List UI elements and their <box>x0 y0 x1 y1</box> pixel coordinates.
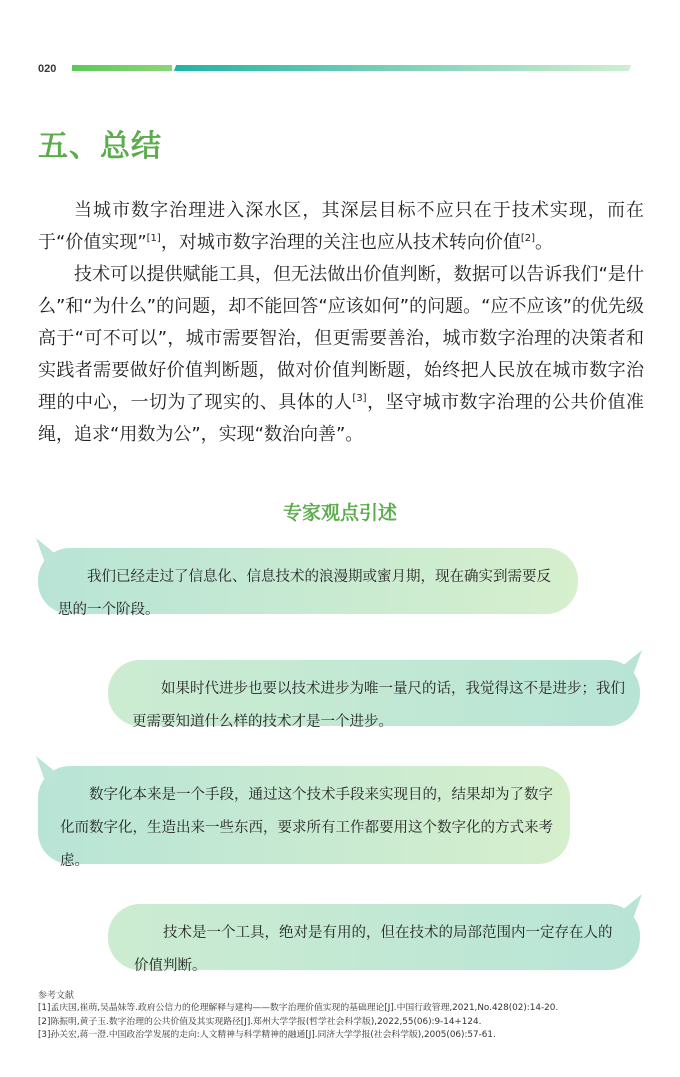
quote-text: 技术是一个工具，绝对是有用的，但在技术的局部范围内一定存在人的价值判断。 <box>134 925 613 974</box>
paragraph-text: 。 <box>535 232 553 253</box>
citation-marker: [2] <box>520 233 535 244</box>
paragraph-text: ，坚守城市数字治理的公共价值准绳，追求“用数为公”，实现“数治向善”。 <box>38 392 645 445</box>
header-accent-bar <box>72 65 172 71</box>
references <box>38 988 658 1043</box>
quote-bubble-2 <box>108 660 640 730</box>
paragraph-1 <box>38 195 644 259</box>
header-gradient-bar <box>174 65 631 71</box>
references-title: 参考文献 <box>38 991 75 1001</box>
paragraph-text: 当城市数字治理进入深水区，其深层目标不应只在于技术实现，而在于“价值实现” <box>38 200 644 253</box>
quote-text: 我们已经走过了信息化、信息技术的浪漫期或蜜月期，现在确实到需要反思的一个阶段。 <box>58 569 551 618</box>
quote-bubble-1 <box>38 548 578 618</box>
reference-item: [3]孙关宏,蒋一澄.中国政治学发展的走向:人文精神与科学精神的融通[J].同济大学学报(社会科学版),2005(06):57-61. <box>38 1030 496 1040</box>
paragraph-text: ，对城市数字治理的关注也应从技术转向价值 <box>160 232 521 253</box>
reference-item: [2]陈振明,黄子玉.数字治理的公共价值及其实现路径[J].郑州大学学报(哲学社会科学版),2022,55(06):9-14+124. <box>38 1016 482 1027</box>
quote-bubble-3 <box>38 766 570 869</box>
citation-marker: [3] <box>352 393 367 404</box>
quote-text: 如果时代进步也要以技术进步为唯一量尺的话，我觉得这不是进步；我们更需要知道什么样的技术才是一个进步。 <box>132 681 625 730</box>
quote-bubble-4 <box>108 904 640 974</box>
quotes-heading: 专家观点引述 <box>282 502 397 524</box>
paragraph-text: 技术可以提供赋能工具，但无法做出价值判断，数据可以告诉我们“是什么”和“为什么”的问题，却不能回答“应该如何”的问题。“应不应该”的优先级高于“可不可以”，城市需要智治，但更需要善治，城市数字治理的决策者和实践者需要做好价值判断题，做对价值判断题，始终把人民放在城市数字治理的中心，一切为了现实的、具体的人 <box>38 264 644 413</box>
paragraph-2 <box>38 259 644 451</box>
body-text <box>38 195 644 451</box>
citation-marker: [1] <box>146 233 161 244</box>
quote-text: 数字化本来是一个手段，通过这个技术手段来实现目的，结果却为了数字化而数字化，生造出来一些东西，要求所有工作都要用这个数字化的方式来考虑。 <box>60 787 553 869</box>
section-title: 五、总结 <box>38 129 162 164</box>
reference-item: [1]孟庆国,崔萌,吴晶妹等.政府公信力的伦理解释与建构——数字治理价值实现的基础理论[J].中国行政管理,2021,No.428(02):14-20. <box>38 1003 559 1013</box>
page-number: 020 <box>38 63 57 75</box>
